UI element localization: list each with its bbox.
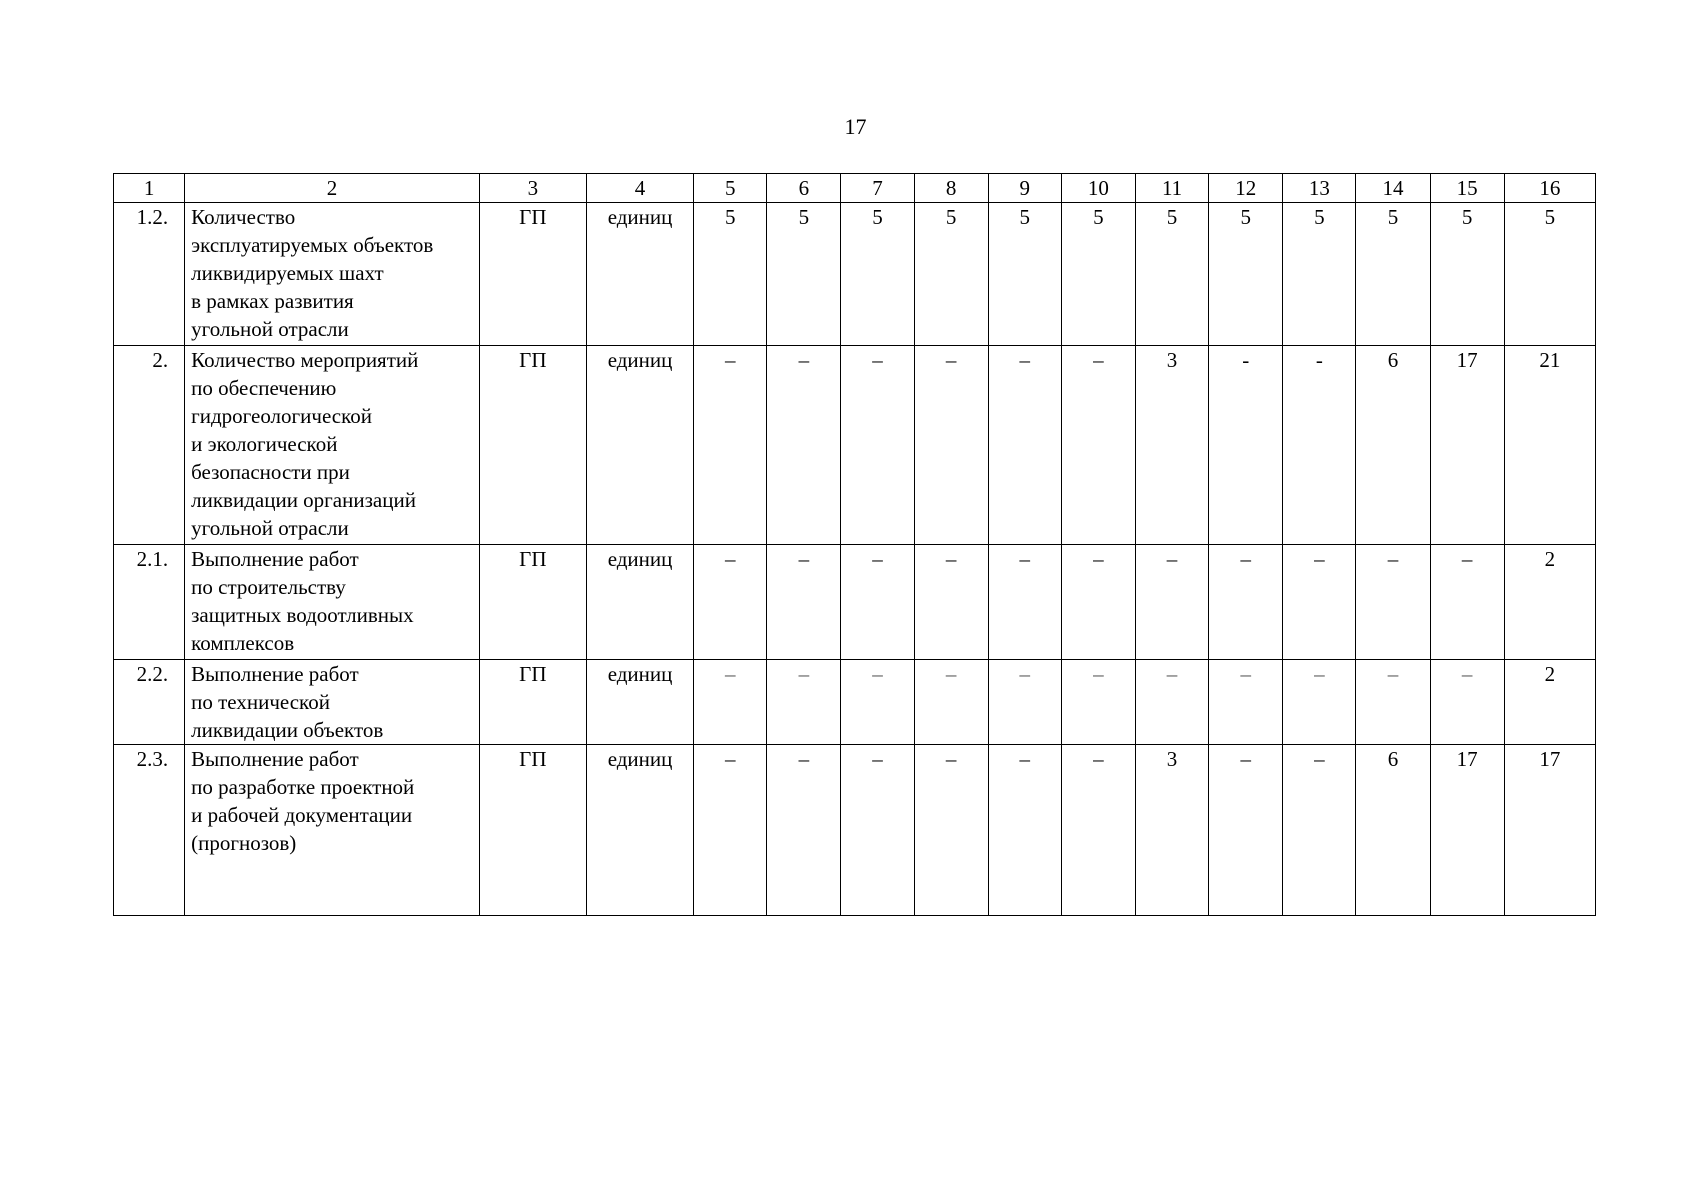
value-cell: – (1061, 745, 1135, 916)
value-cell: – (1209, 545, 1283, 660)
column-header: 16 (1504, 174, 1595, 203)
unit-cell: единиц (586, 203, 693, 346)
indicator-name-line: по обеспечению (191, 376, 337, 400)
row-number: 2. (114, 346, 185, 545)
page-number: 17 (844, 114, 867, 139)
column-header: 3 (479, 174, 586, 203)
value-cell: 5 (1135, 203, 1208, 346)
value-cell: 17 (1504, 745, 1595, 916)
value-cell: 6 (1356, 745, 1430, 916)
column-header: 7 (841, 174, 914, 203)
row-number: 2.3. (114, 745, 185, 916)
value-cell: – (767, 545, 841, 660)
indicator-name (185, 346, 480, 545)
indicator-name-line: в рамках развития (191, 289, 354, 313)
indicator-name-line: гидрогеологической (191, 404, 372, 428)
value-cell: 5 (914, 203, 988, 346)
value-cell: 5 (1430, 203, 1504, 346)
value-cell: 6 (1356, 346, 1430, 545)
indicator-name-line: Количество мероприятий (191, 348, 419, 372)
indicator-name (185, 660, 480, 745)
column-header: 13 (1283, 174, 1356, 203)
header-row (114, 174, 1596, 203)
indicator-name-line: Выполнение работ (191, 662, 359, 686)
row-number: 2.2. (114, 660, 185, 745)
value-cell: – (1283, 660, 1356, 745)
value-cell: – (841, 545, 914, 660)
column-header: 15 (1430, 174, 1504, 203)
value-cell: - (1209, 346, 1283, 545)
value-cell: – (694, 660, 767, 745)
value-cell: – (988, 545, 1061, 660)
indicator-name-line: безопасности при (191, 460, 350, 484)
value-cell: – (1356, 545, 1430, 660)
column-header: 8 (914, 174, 988, 203)
value-cell: – (694, 745, 767, 916)
column-header: 9 (988, 174, 1061, 203)
value-cell: 5 (1061, 203, 1135, 346)
value-cell: 5 (1209, 203, 1283, 346)
value-cell: 5 (1504, 203, 1595, 346)
unit-cell: единиц (586, 545, 693, 660)
column-header: 10 (1061, 174, 1135, 203)
indicator-name-line: по строительству (191, 575, 346, 599)
indicator-name-line: ликвидации организаций (191, 488, 416, 512)
indicator-name-line: и экологической (191, 432, 338, 456)
value-cell: – (1430, 660, 1504, 745)
indicator-name-line: ликвидации объектов (191, 718, 384, 742)
table-row (114, 660, 1596, 745)
value-cell: – (1283, 545, 1356, 660)
value-cell: – (694, 545, 767, 660)
column-header: 12 (1209, 174, 1283, 203)
indicator-name-line: Количество (191, 205, 296, 229)
value-cell: – (914, 745, 988, 916)
column-header: 6 (767, 174, 841, 203)
responsible-cell: ГП (479, 203, 586, 346)
value-cell: – (1356, 660, 1430, 745)
row-number: 2.1. (114, 545, 185, 660)
indicator-name-line: ликвидируемых шахт (191, 261, 384, 285)
value-cell: 2 (1504, 660, 1595, 745)
value-cell: 17 (1430, 346, 1504, 545)
value-cell: 3 (1135, 346, 1208, 545)
value-cell: – (1061, 545, 1135, 660)
indicator-name-line: эксплуатируемых объектов (191, 233, 434, 257)
value-cell: – (767, 745, 841, 916)
value-cell: 5 (694, 203, 767, 346)
indicator-name-line: и рабочей документации (191, 803, 413, 827)
value-cell: 5 (767, 203, 841, 346)
value-cell: – (841, 346, 914, 545)
value-cell: – (914, 660, 988, 745)
value-cell: - (1283, 346, 1356, 545)
indicators-table (113, 173, 1596, 916)
value-cell: – (988, 346, 1061, 545)
column-header: 2 (185, 174, 480, 203)
value-cell: – (988, 660, 1061, 745)
table-row (114, 745, 1596, 916)
value-cell: – (841, 745, 914, 916)
responsible-cell: ГП (479, 545, 586, 660)
unit-cell: единиц (586, 660, 693, 745)
indicator-name-line: комплексов (191, 631, 295, 655)
value-cell: – (767, 346, 841, 545)
column-header: 5 (694, 174, 767, 203)
value-cell: – (1209, 745, 1283, 916)
indicator-name (185, 745, 480, 916)
value-cell: 21 (1504, 346, 1595, 545)
responsible-cell: ГП (479, 745, 586, 916)
value-cell: 5 (988, 203, 1061, 346)
column-header: 4 (586, 174, 693, 203)
unit-cell: единиц (586, 745, 693, 916)
indicator-name-line: по разработке проектной (191, 775, 415, 799)
indicator-name (185, 203, 480, 346)
responsible-cell: ГП (479, 346, 586, 545)
indicator-name-line: Выполнение работ (191, 547, 359, 571)
value-cell: 5 (841, 203, 914, 346)
value-cell: 2 (1504, 545, 1595, 660)
unit-cell: единиц (586, 346, 693, 545)
value-cell: 5 (1283, 203, 1356, 346)
value-cell: – (1209, 660, 1283, 745)
value-cell: 5 (1356, 203, 1430, 346)
value-cell: – (1135, 545, 1208, 660)
table-row (114, 545, 1596, 660)
indicator-name-line: по технической (191, 690, 330, 714)
indicator-name-line: защитных водоотливных (191, 603, 414, 627)
value-cell: – (914, 346, 988, 545)
value-cell: – (914, 545, 988, 660)
value-cell: – (694, 346, 767, 545)
responsible-cell: ГП (479, 660, 586, 745)
column-header: 11 (1135, 174, 1208, 203)
row-number: 1.2. (114, 203, 185, 346)
indicator-name (185, 545, 480, 660)
value-cell: – (1061, 660, 1135, 745)
value-cell: 3 (1135, 745, 1208, 916)
indicator-name-line: угольной отрасли (191, 317, 349, 341)
value-cell: – (1430, 545, 1504, 660)
indicator-name-line: угольной отрасли (191, 516, 349, 540)
column-header: 14 (1356, 174, 1430, 203)
table-row (114, 346, 1596, 545)
value-cell: – (988, 745, 1061, 916)
table-row (114, 203, 1596, 346)
column-header: 1 (114, 174, 185, 203)
value-cell: – (1061, 346, 1135, 545)
value-cell: – (841, 660, 914, 745)
value-cell: – (1283, 745, 1356, 916)
value-cell: – (767, 660, 841, 745)
indicator-name-line: Выполнение работ (191, 747, 359, 771)
value-cell: – (1135, 660, 1208, 745)
value-cell: 17 (1430, 745, 1504, 916)
indicator-name-line: (прогнозов) (191, 831, 297, 855)
